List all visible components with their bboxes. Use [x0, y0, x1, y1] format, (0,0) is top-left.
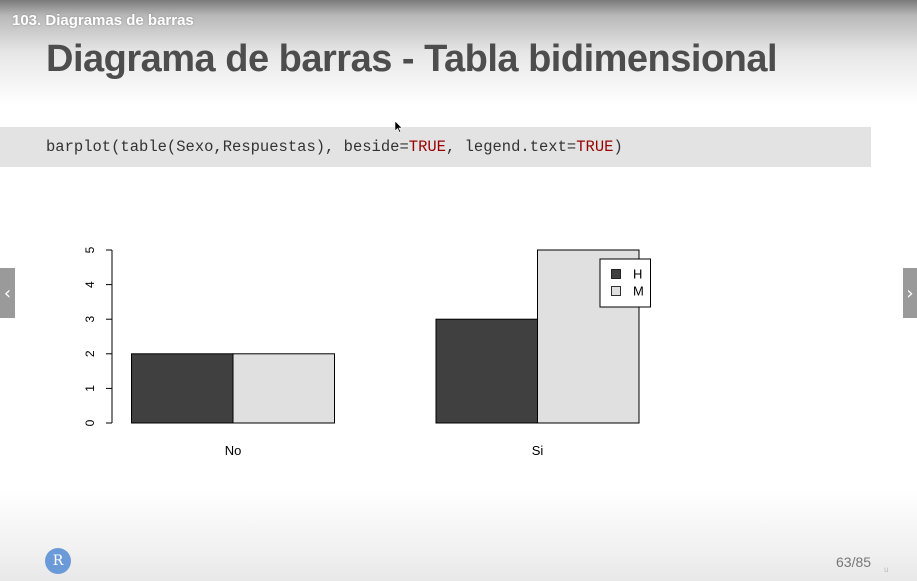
code-prefix: barplot(table(Sexo,Respuestas), beside=	[46, 138, 409, 156]
y-tick-label: 0	[83, 419, 97, 427]
legend-swatch-M	[612, 287, 621, 296]
chevron-right-icon: ›	[906, 282, 914, 304]
next-slide-button[interactable]	[903, 268, 917, 318]
bar-H-No	[132, 354, 234, 423]
legend-label-H: H	[633, 266, 643, 282]
y-tick-label: 4	[83, 281, 97, 288]
watermark: u	[884, 565, 889, 574]
y-tick-label: 3	[83, 315, 97, 323]
y-tick-label: 1	[83, 385, 97, 392]
code-keyword-beside: TRUE	[408, 138, 446, 156]
chevron-left-icon: ‹	[3, 282, 12, 304]
legend-swatch-H	[612, 270, 621, 279]
lecture-title: 103. Diagramas de barras	[12, 12, 194, 29]
code-keyword-legend: TRUE	[576, 138, 614, 156]
r-logo-icon	[45, 548, 71, 574]
x-tick-label: Si	[531, 443, 544, 458]
code-suffix: )	[613, 138, 623, 156]
slide-title: Diagrama de barras - Tabla bidimensional	[46, 38, 778, 80]
y-tick-label: 5	[83, 246, 97, 254]
r-logo-letter: R	[52, 553, 64, 569]
y-tick-label: 2	[83, 350, 97, 358]
code-middle: , legend.text=	[445, 138, 577, 156]
legend-label-M: M	[633, 283, 644, 299]
previous-slide-button[interactable]	[0, 268, 15, 318]
bar-H-Si	[436, 319, 538, 423]
page-counter: 63/85	[836, 554, 872, 570]
x-tick-label: No	[224, 443, 242, 458]
bar-M-No	[233, 354, 335, 423]
